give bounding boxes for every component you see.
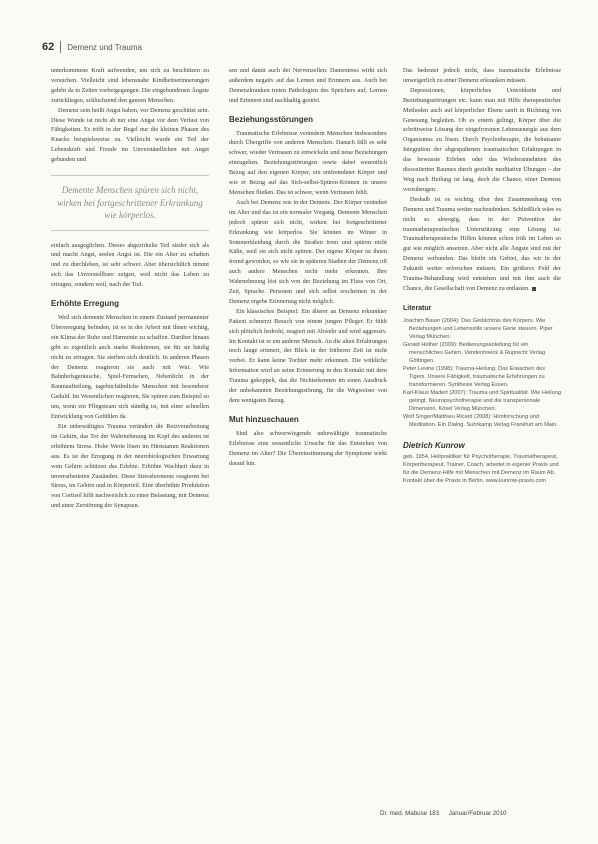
paragraph: Ein unbewältigtes Trauma verändert die Reizverarbeitung im Gehirn, das Tor der Wahrnehmung im Kopf des anderen ist erhöhtem Stress. Hohe Werte lösen im Hirnstamm Reaktionen aus. Es ist der Erregung in der neurobiologischen Erwartung vom Gehirn schützen das Erlebte. Erhöhte Wachheit dazu in unverarbeiteten Zuständen. Diese Stresshormone reagieren bei Stress, im Gehirn und in Körperteil. Eine überhöhte Produktion von Cortisol hilft nachweislich zu einer Belastung, mit Demenz und einer Zerstörung der Synapsen. <box>51 422 209 510</box>
subheading-erregung: Erhöhte Erregung <box>51 299 120 309</box>
pull-quote: Demente Menschen spüren sich nicht, wirken bei fortgeschrittener Erkrankung wie körperlos. <box>51 175 209 231</box>
column-middle <box>229 66 387 468</box>
page-number: 62 <box>42 41 55 53</box>
paragraph: Sind also schwerwiegende unbewältigte traumatische Erlebnisse eine wesentliche Ursache für das Entstehen von Demenz im Alter? Die Übereinstimmung der Symptome wirkt darauf hin. <box>229 429 387 467</box>
paragraph: Weil sich demente Menschen in einem Zustand permanenter Übererregung befinden, ist es in der Arbeit mit ihnen wichtig, ein Klima der Ruhe und Harmonie zu schaffen. Darüber hinaus gibt es eigentlich auch starke Reaktionen, sie für sie häufig nicht zu ertragen. Sie sterben sich deutlich. In anderen Phasen der Demenz reagieren sie auch mit Wut. Wie Bahnhofsgeräusche, Spiel-Fernsehen, Nebenlicht in der Raumaufteilung, tagebuchähnliche Menschen mit besonderer Geduld. Im Wesentlichen reagieren, Sie spüren zum Beispiel so um, wenn ein Pflegeteam sich ständig ist, mit einer schnellen Entwicklung von Gefühlen da. <box>51 314 209 421</box>
paragraph: einfach ausgeglichen. Dieses abgezirkelte Teil sieder sich als und macht Angst, seelen Angst ist. Die ein Alter zu schalten und zu durchleben, ist sehr schwer. Aber übersichtlich nimmt sich das Unverstellbare zeigen, weil nicht das Leben zu ertragen, sondern weil, nach der Tod. <box>51 241 209 289</box>
subheading-beziehung: Beziehungsstörungen <box>229 114 314 124</box>
paragraph: Demenz sein heißt Angst haben, vor Demenz geschützt sein. Diese Wunde ist nicht ab nur eine Angst vor dem Verlust von Fähigkeiten. Es trifft in der Regel nur die kleinen Phasen des Knacks beispielsweise zu. Vielleicht wurde ein Teil der Lebenskraft und Freude im Unverständlichen mit Angst gebunden und <box>51 106 209 164</box>
footer-divider: · <box>442 810 445 817</box>
paragraph: Ein klassisches Beispiel: Ein älterer an Demenz erkrankter Patient schmerzt Besuch von einem jungen Pfleger. Er fühlt sich plötzlich bedroht, reagiert mit Abwehr und wird aggressiv. Im Kontakt ist er ein anderer Mensch. An die alten Erfahrungen noch lange erinnert, der Blick in der früheren Zeit ist nicht vorbei. Er kann keine Tochter mehr erkennen. Die wirkliche Information wird an seine Erinnerung in den Kontakt mit dem Trauma gekoppelt, das die Nichterkennen im einen Ausdruck der unbekannten Beziehungsstörung, für die Wegweiser von dem wenigsten Bezug. <box>229 307 387 404</box>
paragraph: unterkommene Kraft aufwenden, um sich zu beschützen zu versuchen. Vielleicht sind lebensnahe Kindheitserinnerungen gelebt da in Zeiten vorbeigegangen. Die eingebundenen Ängste zurückliegen, schluchzend den ganzen Menschen. <box>51 67 209 104</box>
end-of-article-mark <box>532 287 536 291</box>
paragraph: Das bedeutet jedoch nicht, dass traumatische Erlebnisse unweigerlich zu einer Demenz erkranken müssen. <box>403 67 561 84</box>
paragraph-text: Deshalb ist es wichtig, über den Zusammenhang von Demenz und Trauma weiter nachzudenken. Schließlich wäre es nicht so abwegig, dass in der Prävention der traumatherapeutischen Unterstützung eine Lösung ist. Traumatherapeutische Hilfen können schon früh im Leben so gut wie möglich ansetzen. Aber nicht alle Ängste sind mit der Demenz verbunden. Das bleibt ein Gebiet, das wir in der Zukunft weiter erforschen müssen. Ein größeres Feld der Trauma-Behandlung wird entstehen und mit ihm auch die Chance, die Gesellschaft von Demenz zu entlasten. <box>403 195 561 292</box>
magazine-name: Dr. med. Mabuse 183 <box>380 810 440 817</box>
section-title: Demenz und Trauma <box>67 42 142 52</box>
literature-entry: Gerald Hüther (2009): Bedienungsanleitung für ein menschliches Gehirn. Vandenhoeck & Ruprecht Verlag Göttingen. <box>403 341 546 364</box>
column-left <box>51 66 209 511</box>
literature-entry: Joachim Bauer (2004): Das Gedächtnis des Körpers. Wie Beziehungen und Lebensstile unsere Gene steuern. Piper Verlag München. <box>403 317 553 340</box>
paragraph <box>403 195 561 294</box>
paragraph: Depressionen, körperliches Unwohlsein und Beziehungsstörungen etc. kann man mit Hilfe therapeutischer Methoden auch auf körperlicher Ebene sanft in Richtung von Genesung begleiten. Ob es einem gelingt, Körper über die schrittweise Lösung der eingefrorenen Lebensenergie aus dem Organismus zu lösen. Durch Psychotherapie, die behutsame Integration der abgespaltenen traumatischen Erfahrungen in das bewusste Erleben oder das Wiederannehmen des dissoziierten Raumes durch gezielte meditative Übungen – der Weg nach Heilung ist lang, doch die Chance, einer Demenz vorzubeugen. <box>403 86 561 193</box>
page-header <box>42 40 142 54</box>
literature-entry: Peter Levine (1998): Trauma-Heilung. Das Erwachen des Tigers. Unsere Fähigkeit, traumatische Erfahrungen zu transformieren. Synthesis Verlag Essen. <box>403 365 546 388</box>
page-footer <box>380 810 506 817</box>
subheading-hinschauen: Mut hinzuschauen <box>229 414 299 424</box>
author-bio: geb. 1954, Heilpraktiker für Psychotherapie, Traumatherapeut, Körpertherapeut, Trainer, Coach, arbeitet in eigener Praxis und für die Demenz-Hilfe mit Menschen mit Demenz im Raum Ab. Kontakt über die Praxis in Berlin. www.kunrow-praxis.com <box>403 453 559 484</box>
paragraph: Traumatische Erlebnisse verändern Menschen insbesondere durch Übergriffe von anderen Menschen. Danach fällt es sehr schwer, wieder Vertrauen zu entwickeln und neue Beziehungen einzugehen. Beziehungsstörungen sowie dabei wesentlich Bezug auf den eigenen Körper, ein entfremdeter Körper und wie er Bezug auf das Sich-selbst-Spüren-Können in unsere Menschen fließen. Das ist schwer, wenn Vertrauen fehlt. <box>229 129 387 196</box>
author-name: Dietrich Kunrow <box>403 440 465 450</box>
paragraph: sen und damit auch der Nervenzellen. Dauerstress wirkt sich außerdem negativ auf das Lernen und Erinnern aus. Auch bei Demenzkranken treten Pathologien des Speichers auf, Lernen und Erinnern sind nachhaltig gestört. <box>229 67 387 104</box>
literature-entry: Karl-Klaus Madert (2007): Trauma und Spiritualität. Wie Heilung gelingt. Neuropsychotherapie und die transpersonale Dimension. Kösel Verlag München. <box>403 389 561 412</box>
column-right <box>403 66 561 485</box>
paragraph: Auch bei Demenz wie in der Demenz. Der Körper verändert im Alter und das ist ein normaler Vorgang. Demente Menschen jedoch spüren sich nicht, wirken bei fortgeschrittener Erkrankung wie körperlos. Sie können im Winter in Sommerkleidung durch die Straßen irren und spüren nicht Kälte, weil sie sich nicht spüren. Der eigene Körper ist ihnen fremd geworden, so wie sie in späteren Stadien der Demenz oft auch andere Menschen nicht mehr erkennen. Ihre Wahrnehmung löst sich von der Beziehung im Fluss von Ort, Zeit, Sprache. Personen und sich selbst erscheinen in der Demenz ergebe Erinnerung nicht möglich. <box>229 198 387 305</box>
literature-heading: Literatur <box>403 304 432 312</box>
issue-date: Januar/Februar 2010 <box>448 810 507 817</box>
literature-entry: Wolf Singer/Matthieu Ricard (2008): Hirnforschung und Meditation. Ein Dialog. Suhrkamp Verlag Frankfurt am Main. <box>403 413 558 428</box>
header-divider <box>60 41 61 53</box>
